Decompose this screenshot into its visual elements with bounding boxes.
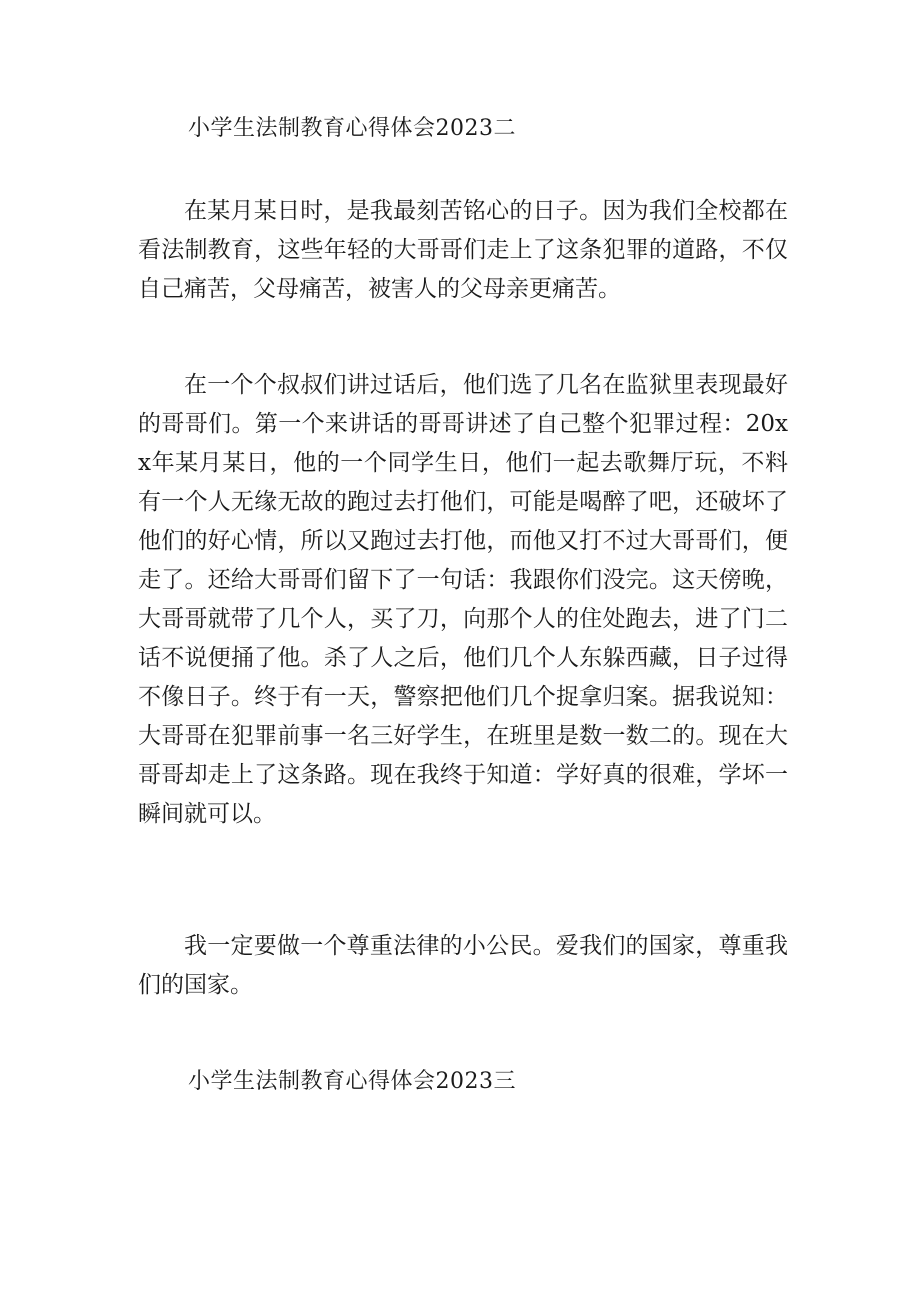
paragraph-3: 我一定要做一个尊重法律的小公民。爱我们的国家，尊重我们的国家。 — [138, 933, 788, 998]
paragraph-1: 在某月某日时，是我最刻苦铭心的日子。因为我们全校都在看法制教育，这些年轻的大哥哥们走上了这条犯罪的道路，不仅自己痛苦，父母痛苦，被害人的父母亲更痛苦。 — [138, 198, 788, 302]
section-heading-3: 小学生法制教育心得体会2023三 — [188, 1069, 516, 1094]
section-heading-2: 小学生法制教育心得体会2023二 — [188, 116, 516, 141]
paragraph-2: 在一个个叔叔们讲过话后，他们选了几名在监狱里表现最好的哥哥们。第一个来讲话的哥哥讲述了自己整个犯罪过程：20xx年某月某日，他的一个同学生日，他们一起去歌舞厅玩，不料有一个人无缘无故的跑过去打他们，可能是喝醉了吧，还破坏了他们的好心情，所以又跑过去打他，而他又打不过大哥哥们，便走了。还给大哥哥们留下了一句话：我跟你们没完。这天傍晚，大哥哥就带了几个人，买了刀，向那个人的住处跑去，进了门二话不说便捅了他。杀了人之后，他们几个人东躲西藏，日子过得不像日子。终于有一天，警察把他们几个捉拿归案。据我说知：大哥哥在犯罪前事一名三好学生，在班里是数一数二的。现在大哥哥却走上了这条路。现在我终于知道：学好真的很难，学坏一瞬间就可以。 — [138, 372, 788, 827]
